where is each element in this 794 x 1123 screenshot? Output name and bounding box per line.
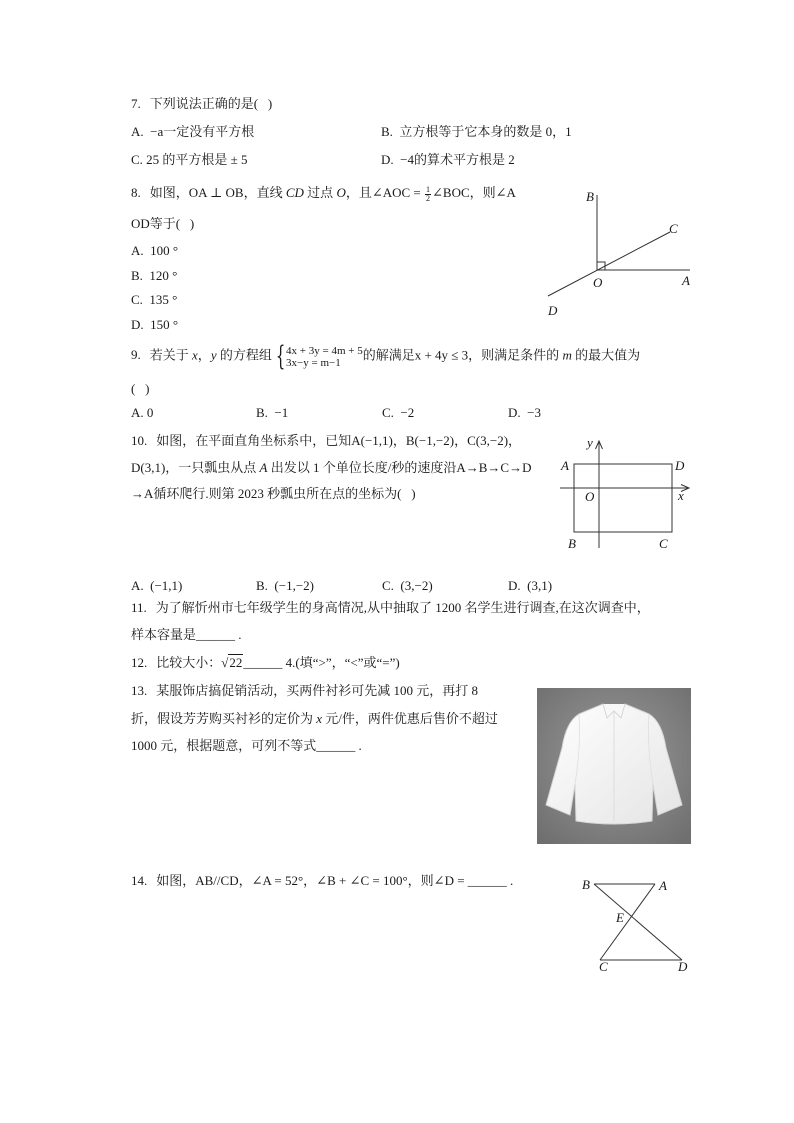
q14-stem-text: 如图，AB//CD，∠A = 52°，∠B + ∠C = 100°，则∠D = ______ . (156, 873, 514, 888)
q9-option-a: A. 0 (131, 405, 154, 420)
label-a: A (682, 273, 690, 288)
q8-stem-part3: ，且∠AOC = (345, 185, 424, 200)
label-x-axis: x (678, 488, 684, 503)
q7-option-c: C. 25 的平方根是 ± 5 (131, 152, 248, 167)
white-shirt-photo (537, 688, 691, 844)
q8-stem-part2: 过点 (303, 185, 337, 200)
q10-stem-line1 (131, 433, 521, 449)
q7-option-a: A. −a一定没有平方根 (131, 124, 255, 139)
segment-bd (594, 884, 682, 960)
equation-1: 4x + 3y = 4m + 5 (286, 344, 363, 357)
q12-number: 12. (131, 655, 148, 670)
q14-stem (131, 873, 513, 889)
q13-var-x: x (316, 711, 323, 726)
q13-stem-line2 (131, 711, 498, 727)
q9-option-d: D. −3 (508, 405, 541, 420)
q9-stem-line1 (131, 343, 640, 370)
q9-number: 9. (131, 347, 141, 363)
q7-option-b: B. 立方根等于它本身的数是 0，1 (381, 124, 572, 139)
q11-stem-line1 (131, 600, 650, 616)
q10-coordinate-figure (555, 432, 695, 554)
q8-option-c: C. 135 ° (131, 292, 178, 307)
q11-stem-line2: 样本容量是______ . (131, 627, 242, 642)
system-equations (286, 345, 363, 369)
q10-line2-part1: D(3,1)，一只瓢虫从点 (131, 460, 260, 475)
q9-stem-line2: ( ) (131, 381, 150, 396)
q13-stem-line1 (131, 683, 478, 699)
q13-stem-line3: 1000 元，根据题意，可列不等式______ . (131, 738, 362, 753)
q9-option-c: C. −2 (382, 405, 415, 420)
q14-parallel-lines-figure (575, 872, 695, 976)
q13-line1: 某服饰店搞促销活动，买两件衬衫可先减 100 元，再打 8 (156, 683, 479, 698)
q10-option-b: B. (−1,−2) (256, 578, 314, 593)
label-b: B (568, 536, 576, 551)
label-d: D (675, 458, 685, 473)
label-b: B (586, 189, 594, 204)
equation-system (272, 343, 363, 370)
q13-line2-part2: 元/件，两件优惠后售价不超过 (322, 711, 498, 726)
q12-stem-part1: 比较大小： (156, 655, 222, 670)
q7-number: 7. (131, 96, 141, 111)
label-b: B (582, 877, 590, 892)
q9-stem-part4: 的最大值为 (571, 347, 641, 363)
q10-option-c: C. (3,−2) (382, 578, 433, 593)
q9-stem-part3: 的解满足x + 4y ≤ 3，则满足条件的 (362, 347, 563, 363)
q9-sep: ， (197, 347, 211, 363)
q9-var-x: x (192, 347, 198, 363)
q14-number: 14. (131, 873, 148, 888)
sqrt-sign: √ (221, 655, 229, 670)
q10-option-d: D. (3,1) (508, 578, 553, 593)
label-c: C (669, 221, 678, 236)
system-brace: { (275, 341, 286, 372)
q8-number: 8. (131, 185, 141, 200)
q12-stem-part2: ______ 4.(填“>”，“<”或“=”) (243, 655, 400, 670)
q8-stem-line2: OD等于( ) (131, 216, 195, 231)
q10-stem-line2 (131, 460, 531, 476)
label-d: D (548, 303, 558, 318)
label-o: O (593, 275, 603, 290)
q9-var-y: y (210, 347, 217, 363)
q12-stem (131, 655, 400, 671)
q8-stem-line1 (131, 185, 516, 203)
q7-stem (131, 96, 272, 112)
q13-line2-part1: 折，假设芳芳购买衬衫的定价为 (131, 711, 317, 726)
square-root (221, 655, 243, 671)
q8-angle-figure (540, 180, 700, 325)
fraction-numerator: 1 (426, 184, 430, 194)
q11-line1: 为了解忻州市七年级学生的身高情况,从中抽取了 1200 名学生进行调查,在这次调查中， (155, 600, 650, 615)
q9-option-b: B. −1 (256, 405, 289, 420)
label-o: O (585, 489, 595, 504)
q9-var-m: m (562, 347, 572, 363)
label-y-axis: y (587, 435, 593, 450)
q11-number: 11. (131, 600, 147, 615)
q8-option-d: D. 150 ° (131, 317, 179, 332)
q8-option-a: A. 100 ° (131, 243, 179, 258)
q10-stem-line3: →A循环爬行.则第 2023 秒瓢虫所在点的坐标为( ) (131, 486, 416, 501)
q7-option-d: D. −4的算术平方根是 2 (381, 152, 515, 167)
q8-var-o: O (336, 185, 346, 200)
q10-number: 10. (131, 433, 148, 448)
label-d: D (678, 959, 688, 974)
equation-2: 3x−y = m−1 (286, 356, 341, 369)
q10-line1: 如图，在平面直角坐标系中，已知A(−1,1)，B(−1,−2)，C(3,−2)， (156, 433, 522, 448)
label-e: E (616, 910, 624, 925)
fraction-one-half (425, 186, 431, 203)
q9-stem-part1: 若关于 (149, 347, 193, 363)
radicand: 22 (229, 655, 243, 670)
q8-var-cd: CD (285, 185, 304, 200)
label-a: A (659, 878, 667, 893)
fraction-denominator: 2 (426, 193, 430, 203)
q13-number: 13. (131, 683, 148, 698)
line-cd (548, 232, 670, 296)
q9-stem-part2: 的方程组 (216, 347, 272, 363)
q10-option-a: A. (−1,1) (131, 578, 183, 593)
label-a: A (561, 458, 569, 473)
label-c: C (599, 959, 608, 974)
q10-var-a: A (259, 460, 268, 475)
segment-ac (600, 884, 655, 960)
q7-stem-text: 下列说法正确的是( ) (149, 96, 273, 111)
q8-stem-part1: 如图，OA ⊥ OB，直线 (149, 185, 286, 200)
right-angle-mark (597, 262, 605, 270)
q8-option-b: B. 120 ° (131, 268, 178, 283)
label-c: C (659, 536, 668, 551)
q10-line2-part2: 出发以 1 个单位长度/秒的速度沿A→B→C→D (267, 460, 532, 475)
q8-stem-part4: ∠BOC，则∠A (432, 185, 516, 200)
